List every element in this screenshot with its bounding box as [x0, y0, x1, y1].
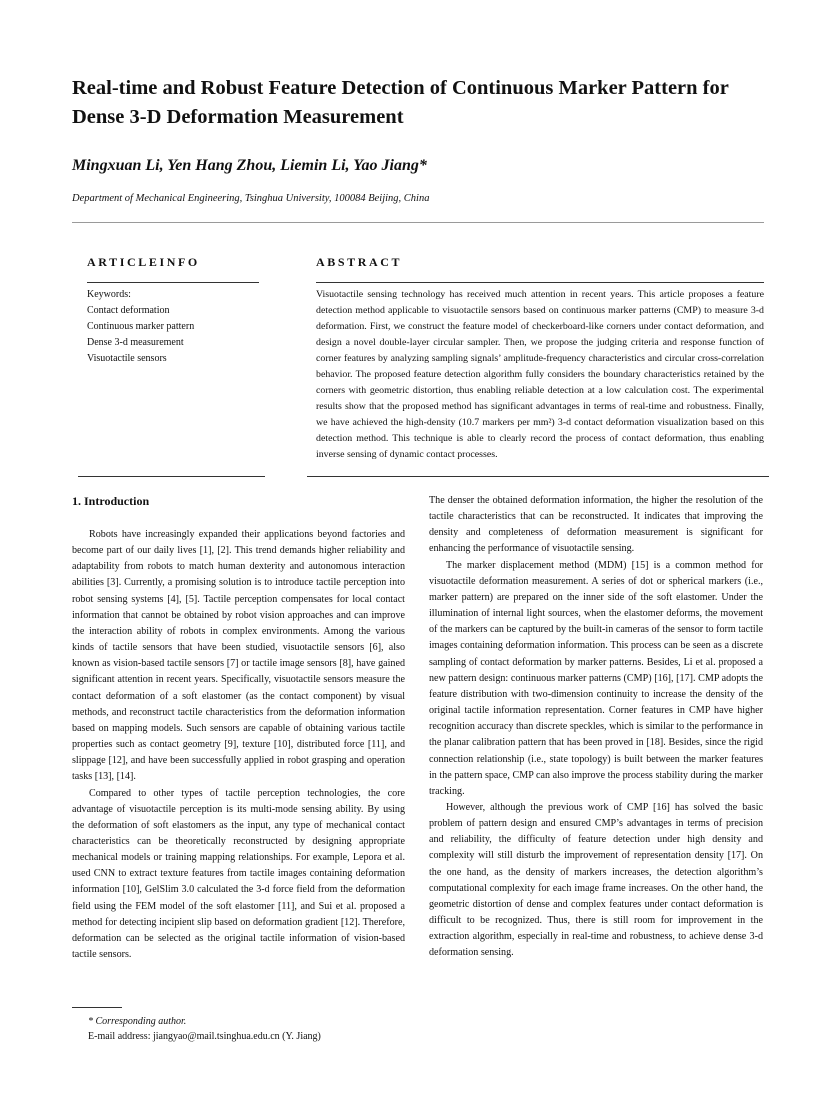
right-column: [429, 493, 763, 962]
body-paragraph: Compared to other types of tactile perception technologies, the core advantage of visuotactile perception is its multi-mode sensing ability. By using the deformation of soft elastomers as the input, any type of mechanical contact characteristics can be theoretically reconstructed by designing appropriate mechanical models or training mapping relationships. For example, Lepora et al. used CNN to extract texture features from tactile images containing deformation information [10], GelSlim 3.0 calculated the 3-d force field from the deformation field using the FEM model of the soft elastomer [11], and Sui et al. proposed a method for detecting incipient slip based on deformation gradient [12]. Therefore, deformation can be selected as the original tactile information of vision-based tactile sensors.: [72, 787, 405, 961]
keyword-item: Continuous marker pattern: [87, 321, 195, 332]
keywords-label: Keywords:: [87, 289, 131, 300]
email-address-note: E-mail address: jiangyao@mail.tsinghua.edu.cn (Y. Jiang): [88, 1031, 321, 1042]
keyword-item: Visuotactile sensors: [87, 353, 167, 364]
header-divider: [72, 222, 764, 223]
body-paragraph: The marker displacement method (MDM) [15] is a common method for visuotactile deformation measurement. A series of dot or spherical markers (i.e., marker pattern) are prepared on the inner side of the soft elastomer. Under the illumination of internal light sources, when the elastomer deforms, the movement of the markers can be captured by the built-in cameras of the sensor to form tactile images containing deformation information. This process can be seen as a discrete sampling of contact deformation by marker patterns. Besides, Li et al. proposed a new pattern design: continuous marker patterns (CMP) [16], [17]. CMP adopts the feature distribution with two-dimension continuity to increase the density of the original tactile information representation. Corner features in CMP have higher recognition accuracy than discrete speckles, which is similar to the performance in the planar calibration pattern that has been proved in [18]. Besides, since the rigid connection relationship (i.e., state topology) is built between the marker features in the pattern space, CMP can also improve the process stability during the marker tracking.: [429, 559, 763, 797]
affiliation: Department of Mechanical Engineering, Tsinghua University, 100084 Beijing, China: [72, 193, 430, 204]
abstract-top-rule: [316, 282, 764, 283]
body-paragraph: The denser the obtained deformation information, the higher the resolution of the tactile characteristics that can be reconstructed. It indicates that improving the density and completeness of deformation measurement is significant for enhancing the performance of visuotactile sensing.: [429, 495, 763, 555]
article-info-bottom-rule: [78, 476, 265, 477]
article-info-heading: ARTICLEINFO: [87, 255, 200, 269]
body-paragraph: Robots have increasingly expanded their applications beyond factories and become part of our daily lives [1], [2]. This trend demands higher reliability and adaptability from robots to match human dexterity and autonomous interaction abilities [3]. Currently, a promising solution is to introduce tactile perception into robot sensing systems [4], [5]. Tactile perception compensates for local contact information that cannot be obtained by robot vision approaches and can improve the interaction ability of robots in complex environments. Among the various kinds of tactile sensors that have been studied, visuotactile sensors [6], also known as vision-based tactile sensors [7] or tactile image sensors [8], have gained significant attention in recent years. Specifically, visuotactile sensors measure the contact deformation of a soft elastomer (as the contact component) by visual methods, and reconstruct tactile characteristics from the deformation information based on mapping models. Such sensors are capable of obtaining various tactile properties such as contact geometry [9], texture [10], distributed force [11], and slippage [12], and have been successfully applied in robot grasping and operation tasks [13], [14].: [72, 529, 405, 783]
abstract-text: Visuotactile sensing technology has received much attention in recent years. This article proposes a feature detection method applicable to visuotactile sensors based on continuous marker patterns (CMP) to measure 3-d deformation. First, we construct the feature model of checkerboard-like corners under contact deformation, and design a novel double-layer circular sampler. Then, we propose the judging criteria and response function of corner features by analyzing sampling signals’ amplitude-frequency characteristics and circular cross-correlation behavior. The proposed feature detection algorithm fully considers the boundary characteristics retained by the corners with geometric distortion, thus enabling reliable detection at a low calculation cost. The experimental results show that the proposed method has significant advantages in terms of real-time and robustness. Finally, we have achieved the high-density (10.7 markers per mm²) 3-d contact deformation visualization based on this detection method. This technique is able to clearly record the process of contact deformation, thus enabling inverse sensing of dynamic contact processes.: [316, 289, 764, 460]
corresponding-author-note: * Corresponding author.: [88, 1016, 187, 1027]
keywords-block: [87, 287, 194, 367]
author-list: Mingxuan Li, Yen Hang Zhou, Liemin Li, Yao Jiang*: [72, 157, 427, 174]
paper-title: Real-time and Robust Feature Detection of Continuous Marker Pattern for Dense 3-D Deformation Measurement: [72, 77, 729, 128]
keyword-item: Contact deformation: [87, 305, 170, 316]
footnote-rule: [72, 1007, 122, 1008]
abstract-bottom-rule: [307, 476, 769, 477]
keyword-item: Dense 3-d measurement: [87, 337, 184, 348]
abstract-heading: ABSTRACT: [316, 255, 403, 269]
left-column: [72, 493, 405, 963]
section-heading-introduction: 1. Introduction: [72, 494, 150, 508]
article-info-top-rule: [87, 282, 259, 283]
body-paragraph: However, although the previous work of CMP [16] has solved the basic problem of pattern design and ensured CMP’s advantages in terms of precision and reliability, the difficulty of feature detection under high density and complexity will still disturb the improvement of representation density [17]. On the one hand, as the density of markers increases, the detection algorithm’s computational complexity for each image frame increases. On the other hand, the geometric distortion of dense and complex features under contact deformation is difficult to be recognized. Thus, there is still room for improvement in the extraction algorithm, especially in real-time and robustness, to achieve dense 3-d deformation sensing.: [429, 801, 763, 959]
